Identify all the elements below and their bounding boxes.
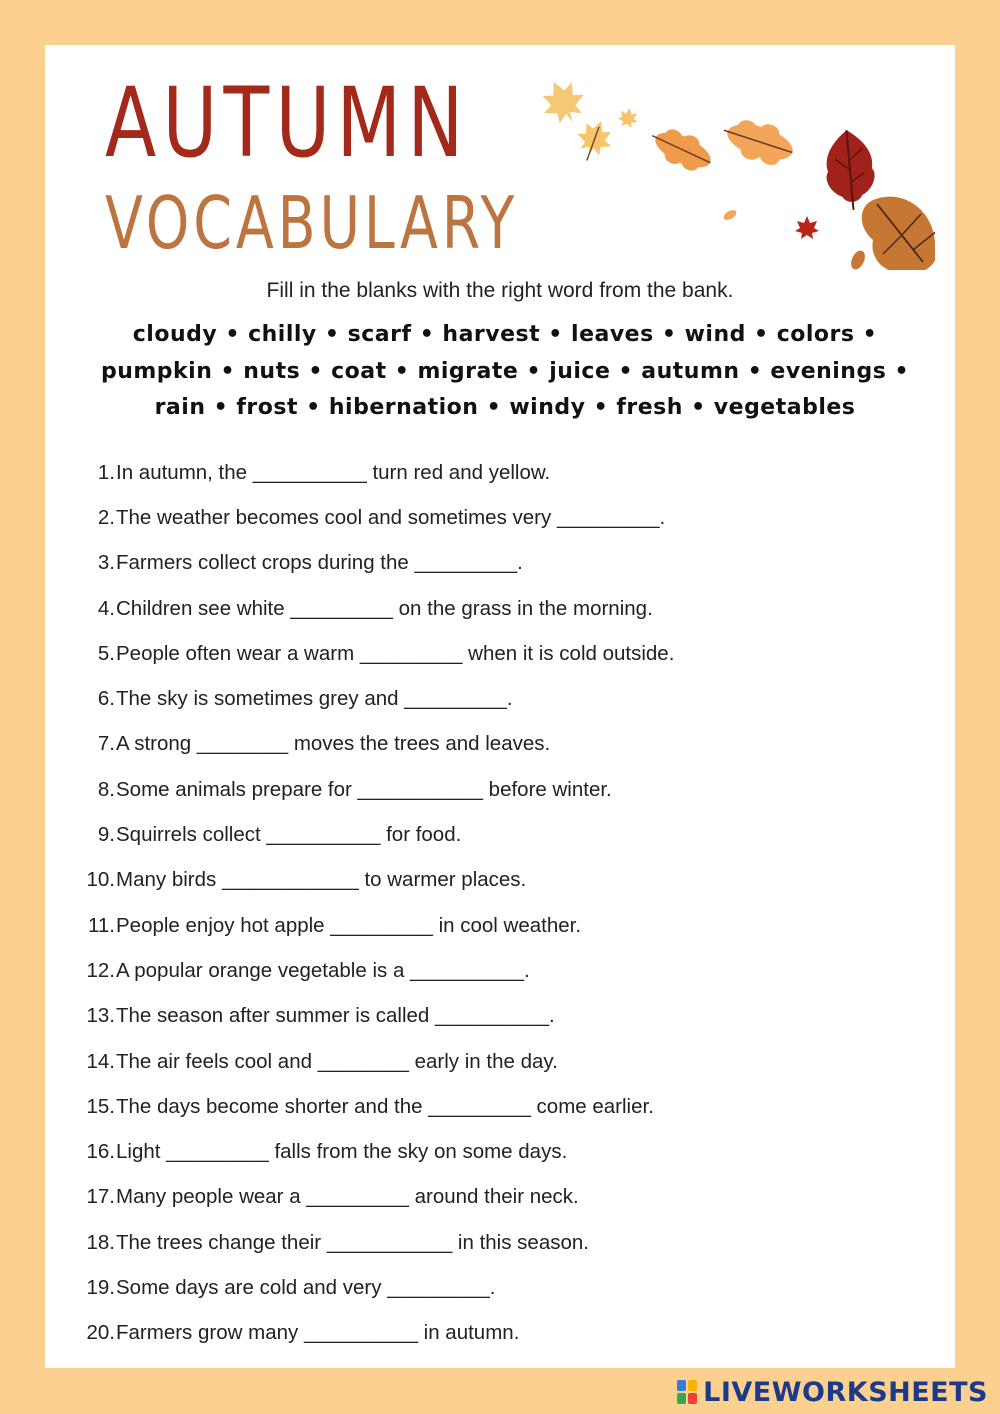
question-number: 10. [86, 868, 115, 892]
orange-oak-leaf-icon [718, 111, 799, 171]
question-item [45, 1129, 674, 1174]
question-number: 6. [97, 687, 115, 711]
orange-oak-leaf-icon [645, 120, 717, 178]
question-number: 14. [86, 1049, 115, 1073]
question-text: The weather becomes cool and sometimes very _________. [116, 505, 666, 529]
question-item [45, 948, 674, 993]
question-number: 2. [97, 505, 115, 529]
question-number: 15. [86, 1094, 115, 1118]
question-text: Children see white _________ on the grass in the morning. [116, 596, 653, 620]
question-item [45, 1311, 674, 1356]
question-text: Many birds ____________ to warmer places. [116, 868, 527, 892]
question-text: Some days are cold and very _________. [116, 1275, 496, 1299]
question-number: 8. [97, 777, 115, 801]
question-number: 13. [86, 1004, 115, 1028]
question-number: 19. [86, 1275, 115, 1299]
question-item [45, 858, 674, 903]
question-text: A popular orange vegetable is a __________. [116, 958, 530, 982]
question-item [45, 767, 674, 812]
autumn-leaves-illustration [495, 60, 935, 270]
question-text: People enjoy hot apple _________ in cool weather. [116, 913, 582, 937]
question-item [45, 1220, 674, 1265]
question-item [45, 812, 674, 857]
title-vocabulary: VOCABULARY [105, 181, 519, 265]
question-item [45, 994, 674, 1039]
question-item [45, 903, 674, 948]
small-brown-leaf-icon [848, 248, 867, 270]
question-number: 1. [97, 460, 115, 484]
title-autumn: AUTUMN [105, 67, 470, 179]
liveworksheets-brand [677, 1377, 988, 1408]
question-item [45, 1039, 674, 1084]
question-number: 7. [97, 732, 115, 756]
red-leaf-icon [823, 128, 878, 212]
brand-name: LIVEWORKSHEETS [703, 1377, 988, 1408]
question-number: 12. [86, 958, 115, 982]
question-number: 18. [86, 1230, 115, 1254]
small-red-maple-leaf-icon [795, 216, 819, 239]
question-text: The air feels cool and ________ early in the day. [116, 1049, 558, 1073]
question-text: The days become shorter and the _________ come earlier. [116, 1094, 654, 1118]
question-list [45, 450, 674, 1356]
question-item [45, 1265, 674, 1310]
yellow-maple-leaf-icon [534, 73, 592, 131]
yellow-maple-leaf-icon [570, 115, 618, 167]
question-text: Squirrels collect __________ for food. [116, 823, 462, 847]
question-text: Light _________ falls from the sky on some days. [116, 1140, 568, 1164]
question-number: 5. [97, 641, 115, 665]
question-text: The sky is sometimes grey and _________. [116, 687, 513, 711]
question-number: 11. [88, 913, 115, 937]
question-item [45, 631, 674, 676]
question-text: Many people wear a _________ around their neck. [116, 1185, 579, 1209]
question-item [45, 541, 674, 586]
question-item [45, 495, 674, 540]
small-yellow-leaf-icon [617, 106, 640, 128]
question-item [45, 676, 674, 721]
question-item [45, 1175, 674, 1220]
question-text: A strong ________ moves the trees and leaves. [116, 732, 551, 756]
question-item [45, 1084, 674, 1129]
brown-leaf-icon [862, 197, 935, 270]
question-text: People often wear a warm _________ when it is cold outside. [116, 641, 675, 665]
question-number: 20. [86, 1321, 115, 1345]
question-number: 17. [86, 1185, 115, 1209]
question-text: In autumn, the __________ turn red and yellow. [116, 460, 551, 484]
question-text: Some animals prepare for ___________ before winter. [116, 777, 612, 801]
question-number: 4. [97, 596, 115, 620]
question-number: 9. [97, 823, 115, 847]
question-text: Farmers grow many __________ in autumn. [116, 1321, 520, 1345]
worksheet-page [45, 45, 955, 1368]
small-orange-leaf-icon [722, 208, 738, 222]
question-number: 16. [86, 1140, 115, 1164]
question-text: The trees change their ___________ in this season. [116, 1230, 589, 1254]
question-text: The season after summer is called __________. [116, 1004, 555, 1028]
word-bank: cloudy • chilly • scarf • harvest • leaves • wind • colors • pumpkin • nuts • coat • migrate • juice • autumn • evenings • rain • frost • hibernation • windy • fresh • vegetables [100, 322, 910, 420]
question-item [45, 586, 674, 631]
question-item [45, 722, 674, 767]
question-item [45, 450, 674, 495]
instruction-text: Fill in the blanks with the right word from the bank. [266, 279, 734, 302]
question-text: Farmers collect crops during the _________. [116, 551, 523, 575]
liveworksheets-logo-icon [677, 1380, 699, 1406]
question-number: 3. [97, 551, 115, 575]
